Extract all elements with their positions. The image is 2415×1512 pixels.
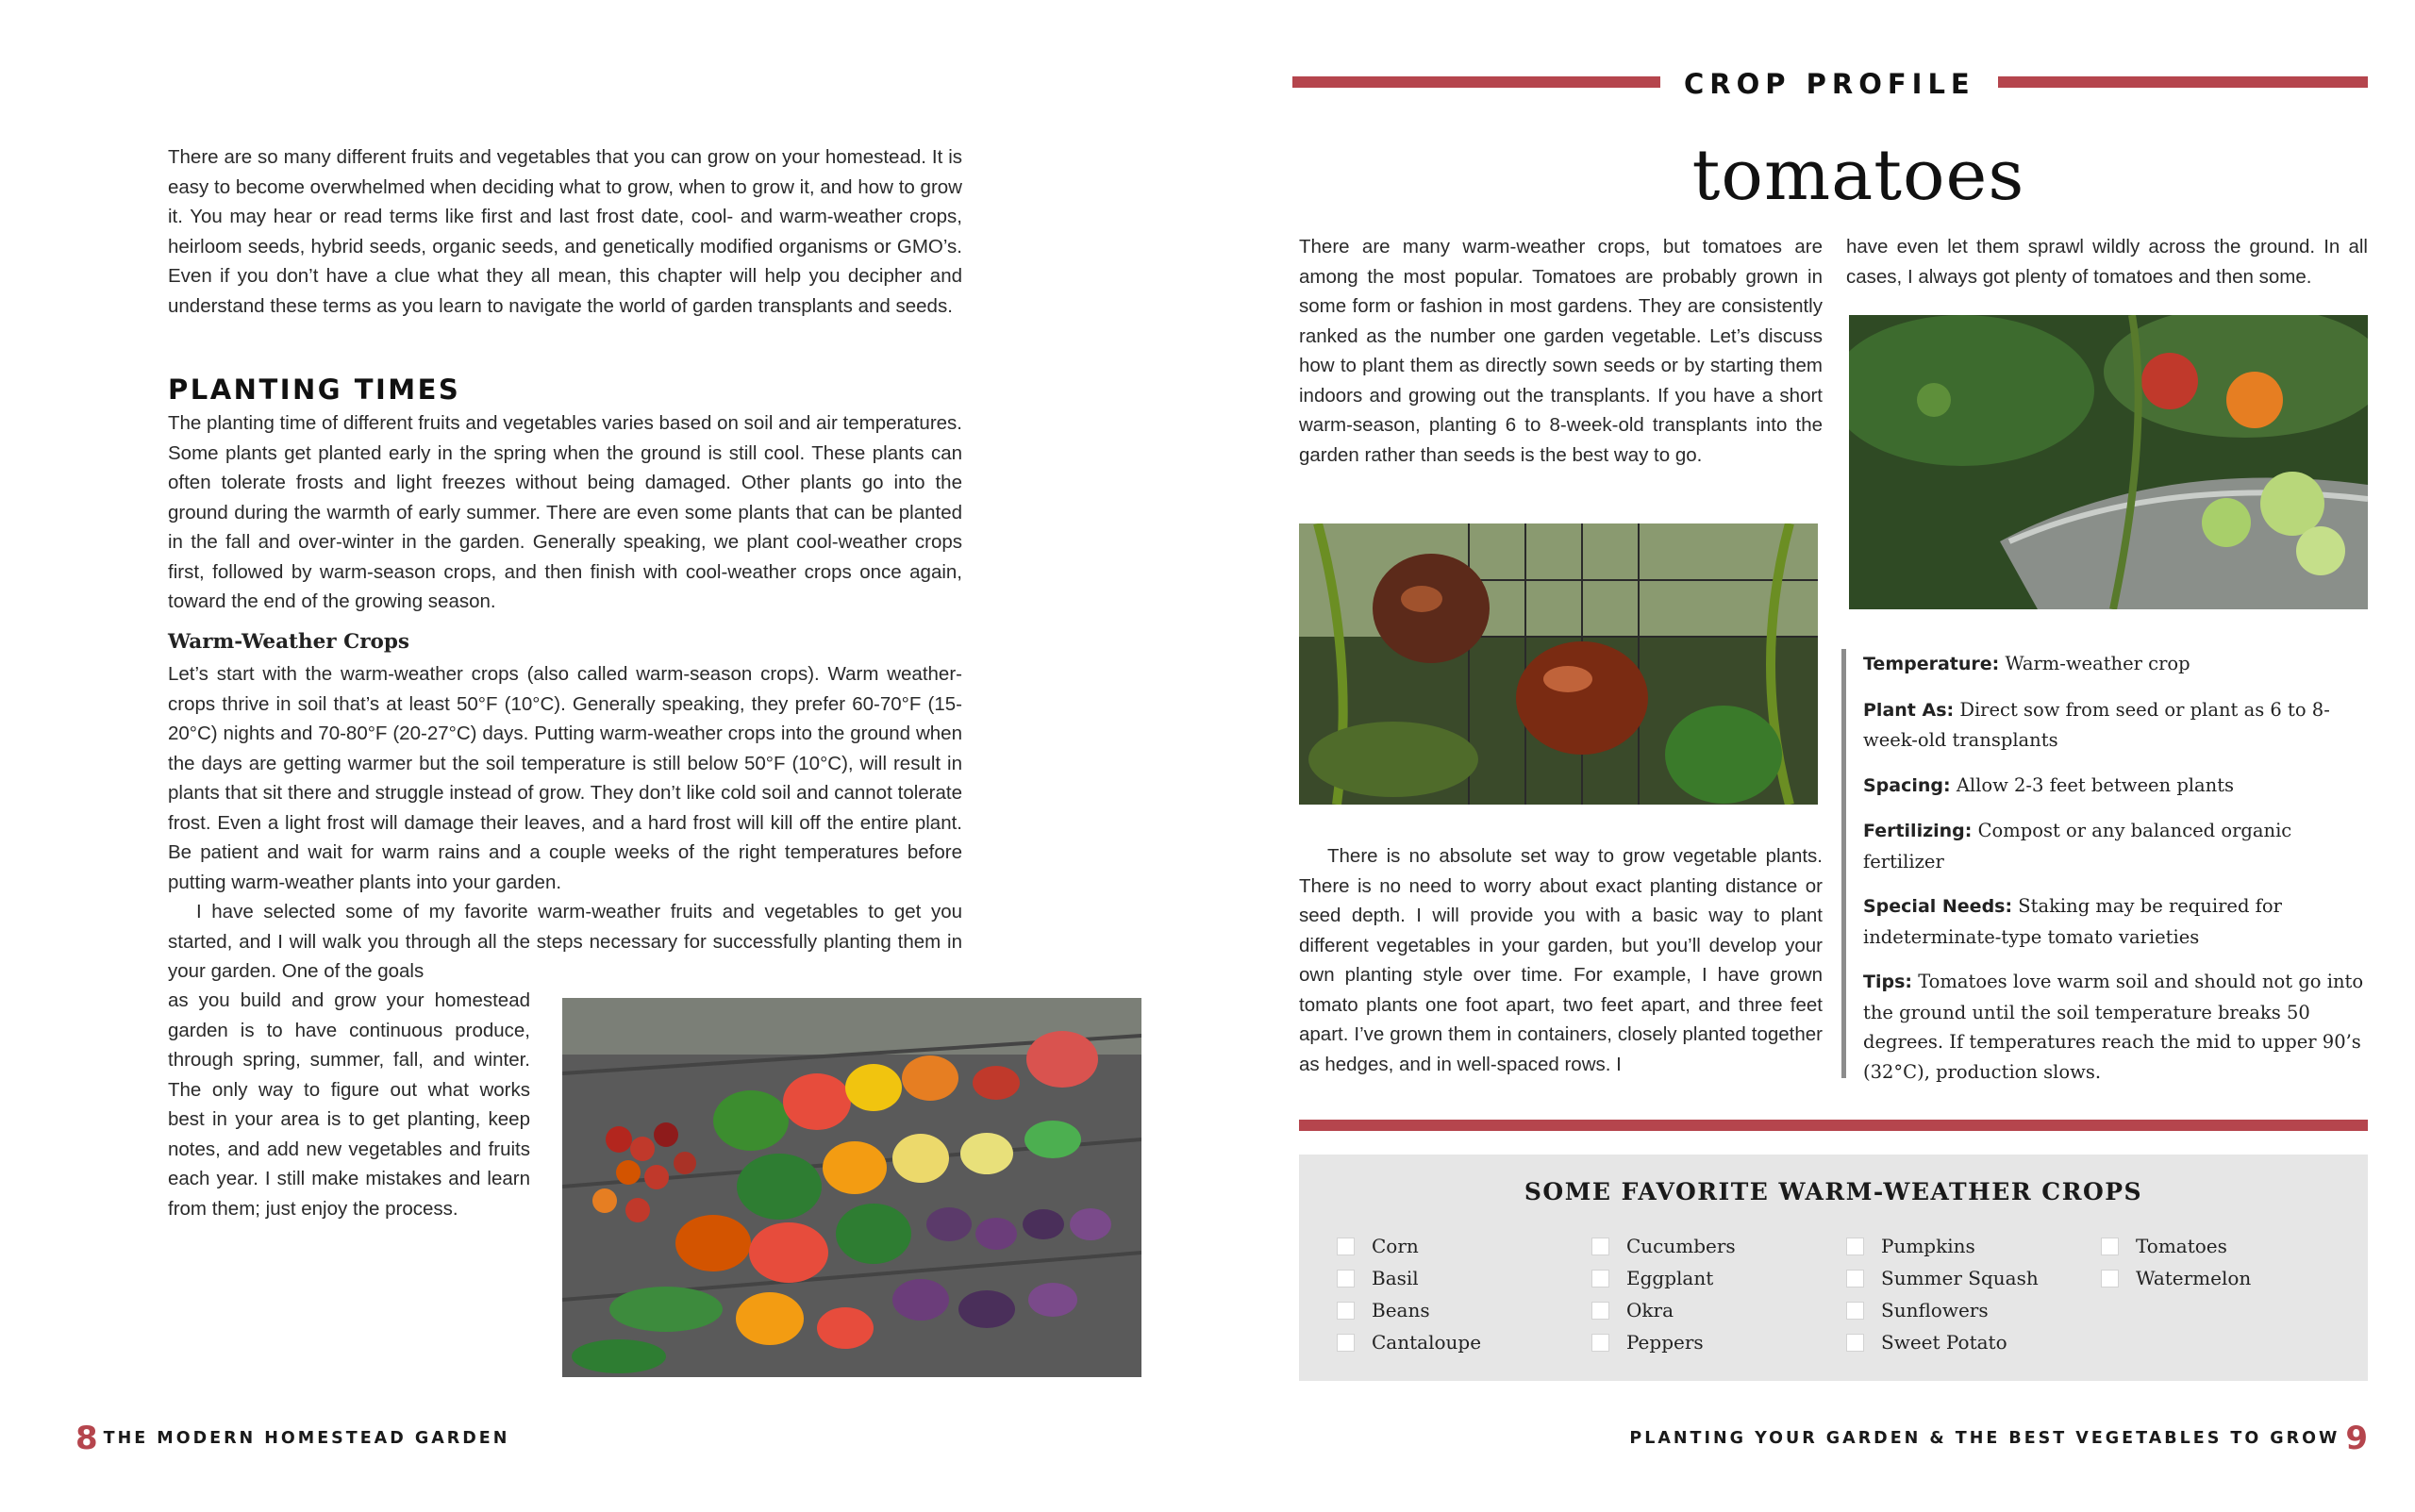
vegetables-photo: [562, 998, 1141, 1377]
checkbox[interactable]: [1337, 1238, 1355, 1255]
checkbox[interactable]: [1337, 1270, 1355, 1288]
checklist-item[interactable]: Watermelon: [2101, 1262, 2356, 1294]
checklist-item[interactable]: Sunflowers: [1846, 1294, 2101, 1326]
section-heading: PLANTING TIMES: [168, 374, 461, 406]
checklist-item[interactable]: Okra: [1591, 1294, 1846, 1326]
checkbox[interactable]: [2101, 1238, 2119, 1255]
crop-profile-banner: CROP PROFILE: [1684, 68, 1975, 100]
warm-weather-paragraph: Let’s start with the warm-weather crops (also called warm-season crops). Warm weather-crops thrive in soil that’s at least 50°F (10°C). Generally speaking, they prefer 60-70°F (15-20°C) nights and 70-80°F (20-27°C) days. Putting warm-weather crops into the ground when the days are getting warmer but the soil temperature is still below 50°F (10°C), will result in plants that sit there and struggle instead of grow. They don’t like cold soil and cannot tolerate frost. Even a light frost will damage their leaves, and a hard frost will kill off the entire plant. Be patient and wait for warm rains and a couple weeks of the right temperatures before putting warm-weather plants into your garden.: [168, 663, 962, 893]
intro-paragraph: There are so many different fruits and vegetables that you can grow on your homestead. It is easy to become overwhelmed when deciding what to grow, when to grow it, and how to grow it. You may hear or read terms like first and last frost date, cool- and warm-weather crops, heirloom seeds, hybrid seeds, organic seeds, and genetically modified organisms or GMO’s. Even if you don’t have a clue what they all mean, this chapter will help you decipher and understand these terms as you learn to navigate the world of garden transplants and seeds.: [168, 146, 962, 317]
checklist-item[interactable]: Peppers: [1591, 1326, 1846, 1358]
checklist-column-4: [2101, 1230, 2356, 1358]
tomato-container-photo: [1849, 315, 2368, 609]
checkbox[interactable]: [1846, 1334, 1864, 1352]
crop-facts-panel: [1841, 649, 2370, 1083]
checklist-column-3: [1846, 1230, 2101, 1358]
checklist-item[interactable]: Pumpkins: [1846, 1230, 2101, 1262]
checkbox[interactable]: [1591, 1334, 1609, 1352]
left-page-number: 8: [75, 1420, 98, 1457]
fact-special-needs: Special Needs: Staking may be required for indeterminate-type tomato varieties: [1863, 895, 2282, 948]
left-running-footer: THE MODERN HOMESTEAD GARDEN: [103, 1429, 510, 1448]
banner-rule-right: [1998, 76, 2368, 88]
checkbox[interactable]: [1591, 1270, 1609, 1288]
checklist-item[interactable]: Summer Squash: [1846, 1262, 2101, 1294]
checkbox[interactable]: [1846, 1302, 1864, 1320]
checkbox[interactable]: [1337, 1302, 1355, 1320]
checklist-item[interactable]: Eggplant: [1591, 1262, 1846, 1294]
planting-times-paragraph: The planting time of different fruits and vegetables varies based on soil and air temperatures. Some plants get planted early in the spring when the ground is still cool. These plants can often tolerate frosts and light freezes without being damaged. Other plants go into the ground during the warmth of early summer. There are even some plants that can be planted in the fall and over-winter in the garden. Generally speaking, we plant cool-weather crops first, followed by warm-season crops, and then finish with cool-weather crops once again, toward the end of the growing season.: [168, 412, 962, 612]
checklist-item[interactable]: Cantaloupe: [1337, 1326, 1591, 1358]
checklist-item[interactable]: Basil: [1337, 1262, 1591, 1294]
checklist-box: [1299, 1155, 2368, 1381]
checkbox[interactable]: [1337, 1334, 1355, 1352]
checkbox[interactable]: [1591, 1302, 1609, 1320]
checklist-item[interactable]: Cucumbers: [1591, 1230, 1846, 1262]
tomato-vine-photo: [1299, 523, 1818, 805]
checkbox[interactable]: [1591, 1238, 1609, 1255]
checklist-item[interactable]: Corn: [1337, 1230, 1591, 1262]
fact-plant-as: Plant As: Direct sow from seed or plant as 6 to 8-week-old transplants: [1863, 698, 2330, 751]
fact-temperature: Temperature: Warm-weather crop: [1863, 653, 2190, 674]
checkbox[interactable]: [2101, 1270, 2119, 1288]
column-two-paragraph: have even let them sprawl wildly across the ground. In all cases, I always got plenty of tomatoes and then some.: [1846, 236, 2368, 288]
planting-style-paragraph: There is no absolute set way to grow vegetable plants. There is no need to worry about exact planting distance or seed depth. I will provide you with a basic way to plant different vegetables in your garden, but you’ll develop your own planting style over time. For example, I have grown tomato plants one foot apart, two feet apart, and three feet apart. I’ve grown them in containers, closely planted together as hedges, and in well-spaced rows. I: [1299, 845, 1823, 1075]
fact-fertilizing: Fertilizing: Compost or any balanced organic fertilizer: [1863, 820, 2292, 872]
favorites-paragraph: I have selected some of my favorite warm-weather fruits and vegetables to get you started, and I will walk you through all the steps necessary for successfully planting them in your garden. One of the goals: [168, 901, 962, 982]
checklist-item[interactable]: Sweet Potato: [1846, 1326, 2101, 1358]
fact-spacing: Spacing: Allow 2-3 feet between plants: [1863, 773, 2235, 796]
right-running-footer: PLANTING YOUR GARDEN & THE BEST VEGETABLES TO GROW: [1629, 1429, 2340, 1448]
subheading: Warm-Weather Crops: [168, 630, 410, 654]
checklist-item[interactable]: Tomatoes: [2101, 1230, 2356, 1262]
checklist-title: SOME FAVORITE WARM-WEATHER CROPS: [1524, 1178, 2143, 1205]
favorites-paragraph-continued: as you build and grow your homestead garden is to have continuous produce, through spring, summer, fall, and winter. The only way to figure out what works best in your area is to get planting, keep notes, and add new vegetables and fruits each year. I still make mistakes and learn from them; just enjoy the process.: [168, 989, 530, 1220]
checklist-item[interactable]: Beans: [1337, 1294, 1591, 1326]
page-title: tomatoes: [1691, 135, 2025, 216]
banner-rule-left: [1292, 76, 1660, 88]
checklist-column-1: [1337, 1230, 1591, 1358]
tomatoes-intro-paragraph: There are many warm-weather crops, but tomatoes are among the most popular. Tomatoes are probably grown in some form or fashion in most gardens. They are consistently ranked as the number one garden vegetable. Let’s discuss how to plant them as directly sown seeds or by starting them indoors and growing out the transplants. If you have a short warm-season, planting 6 to 8-week-old transplants into the garden rather than seeds is the best way to go.: [1299, 236, 1823, 466]
checkbox[interactable]: [1846, 1238, 1864, 1255]
checklist-rule: [1299, 1120, 2368, 1131]
right-page-number: 9: [2345, 1420, 2368, 1457]
fact-tips: Tips: Tomatoes love warm soil and should not go into the ground until the soil temperature breaks 50 degrees. If temperatures reach the mid to upper 90’s (32°C), production slows.: [1863, 971, 2364, 1083]
checklist-column-2: [1591, 1230, 1846, 1358]
checkbox[interactable]: [1846, 1270, 1864, 1288]
